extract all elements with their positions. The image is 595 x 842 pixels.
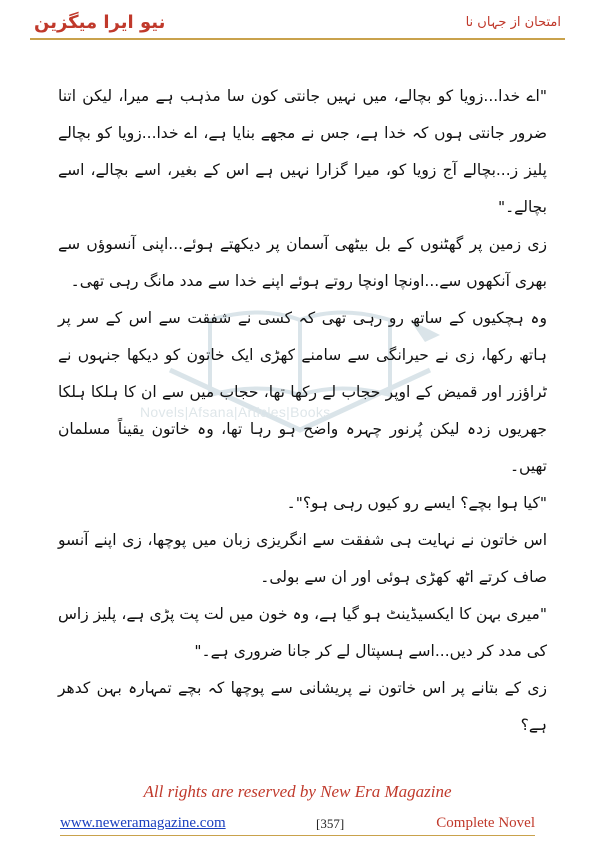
paragraph: زی زمین پر گھٹنوں کے بل بیٹھی آسمان پر دیکھتے ہوئے...اپنی آنسوؤں سے بھری آنکھوں سے...اونچا اونچا روتے ہوئے اپنے خدا سے مدد مانگ رہی تھی۔ [58,235,547,290]
paragraph: اس خاتون نے نہایت ہی شفقت سے انگریزی زبان میں پوچھا، زی اپنے آنسو صاف کرتے اٹھ کھڑی ہوئی اور ان سے بولی۔ [58,531,547,586]
page-footer [60,815,535,835]
page-number: [357] [316,816,345,831]
rights-notice: All rights are reserved by New Era Magazine [143,782,452,801]
paragraph: "اے خدا...زویا کو بچالے، میں نہیں جانتی کون سا مذہب ہے میرا، لیکن اتنا ضرور جانتی ہوں کہ خدا ہے، جس نے مجھے بنایا ہے، اے خدا...زویا کو بچالے پلیز ز...بچالے آج زویا کو، میرا گزارا نہیں ہے اس کے بغیر، اسے بچالے، اسے بچالے۔" [58,87,547,216]
story-title: امتحان از جہاں نا [465,15,561,30]
story-body [58,78,547,744]
footer-divider [60,835,535,836]
paragraph: "کیا ہوا بچے؟ ایسے رو کیوں رہی ہو؟"۔ [286,494,547,512]
section-label: Complete Novel [436,815,535,831]
paragraph: وہ ہچکیوں کے ساتھ رو رہی تھی کہ کسی نے شفقت سے اس کے سر پر ہاتھ رکھا، زی نے حیرانگی سے سامنے کھڑی ایک خاتون کو دیکھا جنہوں نے ٹراؤزر اور قمیض کے اوپر حجاب لے رکھا تھا، حجاب میں سے ان کا ہلکا ہلکا جھریوں زدہ لیکن پُرنور چہرہ واضح ہو رہا تھا، وہ خاتون یقیناً مسلمان تھیں۔ [58,309,547,475]
paragraph: "میری بہن کا ایکسیڈینٹ ہو گیا ہے، وہ خون میں لت پت پڑی ہے، پلیز زاس کی مدد کر دیں...اسے ہسپتال لے کر جانا ضروری ہے۔" [58,605,547,660]
magazine-name: نیو ایرا میگزین [34,12,166,33]
watermark-text: Novels|Afsana|Articles|Books [140,404,331,420]
paragraph: زی کے بتانے پر اس خاتون نے پریشانی سے پوچھا کہ بچے تمہارہ بہن کدھر ہے؟ [58,679,547,734]
website-link[interactable]: www.neweramagazine.com [60,815,226,831]
page-header [30,8,565,40]
